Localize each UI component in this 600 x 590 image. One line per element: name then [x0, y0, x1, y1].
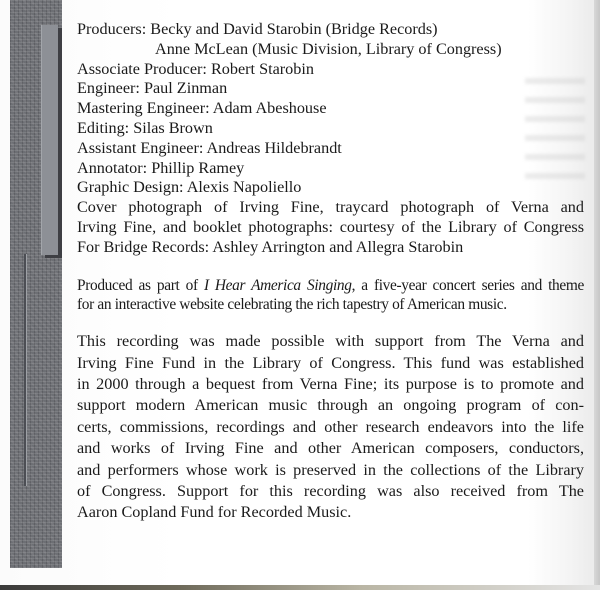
support-line: support modern American music through an ongoing program of con-: [77, 396, 584, 415]
credit-value: Becky and David Starobin (Bridge Records): [150, 20, 438, 38]
produced-line-1: [77, 276, 584, 296]
credit-engineer: [77, 79, 584, 99]
credit-editing: [77, 119, 584, 139]
produced-prefix: Produced as part of: [77, 276, 204, 294]
credit-label: Annotator:: [77, 158, 148, 177]
credit-label: Associate Producer:: [77, 59, 207, 78]
credit-assistant-engineer: [77, 139, 584, 159]
credit-label: Mastering Engineer:: [77, 99, 210, 118]
credit-producers: [77, 20, 584, 40]
credit-value: Silas Brown: [133, 118, 213, 137]
photo-credit-line-2: Irving Fine, and booklet photographs: courtesy of the Library of Congress: [77, 217, 584, 236]
support-line: and works of Irving Fine and other American composers, conductors,: [77, 439, 584, 458]
credit-label: Editing:: [77, 118, 130, 137]
credits-text-block: [77, 20, 584, 524]
produced-suffix: , a five-year concert series and theme: [351, 276, 584, 294]
produced-line-2: for an interactive website celebrating the rich tapestry of American music.: [77, 296, 507, 314]
page-right-edge: [594, 0, 600, 590]
credit-value: Alexis Napoliello: [186, 178, 302, 197]
support-line: and performers whose work is preserved in the collections of the Library: [77, 460, 584, 479]
credit-value: Adam Abeshouse: [212, 99, 327, 118]
decorative-raised-bar: [41, 25, 58, 255]
credit-producers-continued: [77, 40, 584, 60]
series-title: I Hear America Singing: [203, 276, 352, 294]
credit-graphic-design: [77, 178, 584, 198]
credit-associate-producer: [77, 60, 584, 80]
credit-value: Ashley Arrington and Allegra Starobin: [209, 237, 464, 256]
credit-label: Assistant Engineer:: [77, 138, 204, 157]
credit-annotator: [77, 159, 584, 179]
credit-label: For Bridge Records:: [77, 237, 210, 256]
credit-label: Producers:: [77, 20, 147, 38]
page-bottom-edge: [0, 585, 600, 590]
produced-paragraph: [77, 276, 584, 316]
support-paragraph: [77, 331, 584, 524]
credit-mastering-engineer: [77, 99, 584, 119]
support-line: in 2000 through a bequest from Verna Fine; its purpose is to promote and: [77, 374, 584, 393]
credit-value: Anne McLean (Music Division, Library of Congress): [155, 39, 502, 58]
support-line: This recording was made possible with support from The Verna and: [77, 332, 584, 351]
support-line: Aaron Copland Fund for Recorded Music.: [77, 503, 352, 522]
support-line: certs, commissions, recordings and other research endeavors into the life: [77, 417, 584, 436]
credit-value: Andreas Hildebrandt: [206, 138, 342, 157]
decorative-vertical-line: [24, 254, 27, 486]
credit-label: Engineer:: [77, 79, 140, 98]
support-line: Irving Fine Fund in the Library of Congress. This fund was established: [77, 353, 584, 372]
credit-value: Robert Starobin: [210, 59, 314, 78]
photo-credit-line-1: Cover photograph of Irving Fine, traycard photograph of Verna and: [77, 198, 584, 217]
credit-bridge-records: [77, 238, 584, 258]
credit-label: Graphic Design:: [77, 178, 184, 197]
credit-value: Phillip Ramey: [151, 158, 245, 177]
support-line: of Congress. Support for this recording was also received from The: [77, 482, 584, 500]
credit-value: Paul Zinman: [143, 79, 228, 98]
